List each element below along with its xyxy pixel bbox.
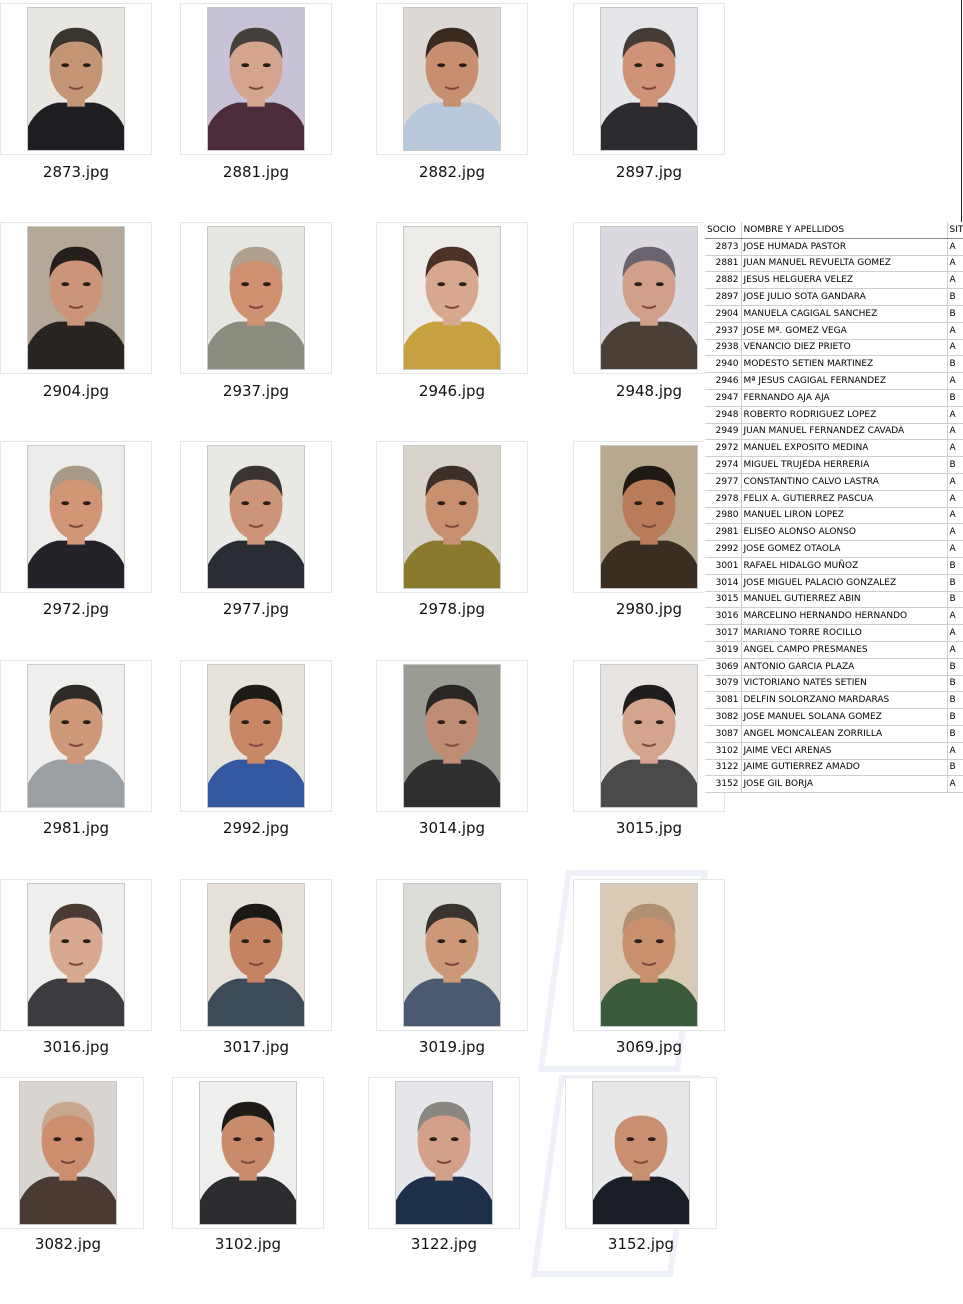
cell-nombre: ROBERTO RODRIGUEZ LOPEZ [741,406,947,423]
cell-sit: B [947,389,963,406]
cell-nombre: RAFAEL HIDALGO MUÑOZ [741,557,947,574]
filename-label: 3082.jpg [34,1235,102,1253]
cell-nombre: JESUS HELGUERA VELEZ [741,272,947,289]
portrait-image [27,445,125,589]
cell-sit: A [947,524,963,541]
cell-nombre: JOSE MIGUEL PALACIO GONZALEZ [741,574,947,591]
cell-sit: B [947,725,963,742]
filename-label: 2992.jpg [222,819,290,837]
table-row [705,373,963,390]
portrait-image [207,7,305,151]
cell-nombre: JOSE JULIO SOTA GANDARA [741,289,947,306]
filename-label: 3152.jpg [607,1235,675,1253]
table-row [705,507,963,524]
table-row [705,608,963,625]
cell-nombre: ANGEL CAMPO PRESMANES [741,641,947,658]
thumbnail[interactable] [180,660,332,812]
cell-sit: B [947,356,963,373]
filename-label: 3017.jpg [222,1038,290,1056]
cell-socio: 3079 [705,675,741,692]
portrait-image [27,226,125,370]
cell-nombre: MANUEL LIRON LOPEZ [741,507,947,524]
table-row [705,557,963,574]
cell-sit: A [947,440,963,457]
filename-label: 2978.jpg [418,600,486,618]
table-row [705,238,963,255]
thumbnail[interactable] [573,879,725,1031]
cell-socio: 2947 [705,389,741,406]
thumbnail[interactable] [376,660,528,812]
cell-socio: 2904 [705,305,741,322]
cell-sit: A [947,776,963,793]
cell-socio: 2949 [705,423,741,440]
portrait-image [600,445,698,589]
thumbnail[interactable] [180,879,332,1031]
filename-label: 2972.jpg [42,600,110,618]
cell-socio: 2977 [705,473,741,490]
filename-label: 2897.jpg [615,163,683,181]
table-row [705,574,963,591]
portrait-image [403,445,501,589]
table-row [705,776,963,793]
filename-label: 2904.jpg [42,382,110,400]
filename-label: 3014.jpg [418,819,486,837]
cell-socio: 3087 [705,725,741,742]
cell-socio: 3102 [705,742,741,759]
thumbnail[interactable] [0,222,152,374]
thumbnail[interactable] [565,1077,717,1229]
table-row [705,742,963,759]
cell-socio: 2972 [705,440,741,457]
cell-socio: 2881 [705,255,741,272]
cell-nombre: Mª JESUS CAGIGAL FERNANDEZ [741,373,947,390]
cell-sit: A [947,641,963,658]
cell-nombre: ANTONIO GARCIA PLAZA [741,658,947,675]
table-row [705,759,963,776]
cell-nombre: MANUELA CAGIGAL SANCHEZ [741,305,947,322]
cell-sit: A [947,373,963,390]
table-row [705,272,963,289]
cell-sit: B [947,675,963,692]
table-row [705,305,963,322]
cell-nombre: FERNANDO AJA AJA [741,389,947,406]
cell-socio: 3152 [705,776,741,793]
table-row [705,440,963,457]
cell-sit: B [947,759,963,776]
thumbnail[interactable] [0,1077,144,1229]
cell-nombre: FELIX A. GUTIERREZ PASCUA [741,490,947,507]
filename-label: 2948.jpg [615,382,683,400]
table-row [705,524,963,541]
portrait-image [207,226,305,370]
cell-socio: 3081 [705,692,741,709]
thumbnail[interactable] [376,879,528,1031]
cell-nombre: ELISEO ALONSO ALONSO [741,524,947,541]
table-row [705,591,963,608]
cell-sit: B [947,692,963,709]
thumbnail[interactable] [0,879,152,1031]
table-row [705,406,963,423]
window-edge-line [961,0,962,222]
thumbnail[interactable] [368,1077,520,1229]
filename-label: 2980.jpg [615,600,683,618]
filename-label: 2946.jpg [418,382,486,400]
cell-socio: 3015 [705,591,741,608]
cell-sit: A [947,238,963,255]
cell-nombre: JOSE MANUEL SOLANA GOMEZ [741,709,947,726]
cell-sit: A [947,272,963,289]
thumbnail[interactable] [376,3,528,155]
cell-socio: 2974 [705,457,741,474]
cell-sit: A [947,507,963,524]
filename-label: 3016.jpg [42,1038,110,1056]
cell-socio: 3019 [705,641,741,658]
cell-socio: 3082 [705,709,741,726]
cell-socio: 3001 [705,557,741,574]
portrait-image [600,226,698,370]
portrait-image [19,1081,117,1225]
thumbnail[interactable] [172,1077,324,1229]
cell-socio: 2978 [705,490,741,507]
cell-socio: 2873 [705,238,741,255]
portrait-image [592,1081,690,1225]
cell-nombre: MODESTO SETIEN MARTINEZ [741,356,947,373]
cell-socio: 2882 [705,272,741,289]
cell-socio: 3014 [705,574,741,591]
cell-socio: 2946 [705,373,741,390]
thumbnail[interactable] [0,660,152,812]
cell-nombre: MIGUEL TRUJEDA HERRERIA [741,457,947,474]
portrait-image [207,883,305,1027]
header-nombre: NOMBRE Y APELLIDOS [741,222,947,238]
cell-sit: B [947,658,963,675]
table-row [705,725,963,742]
thumbnail[interactable] [573,441,725,593]
table-row [705,457,963,474]
cell-sit: B [947,591,963,608]
cell-nombre: VICTORIANO NATES SETIEN [741,675,947,692]
cell-sit: B [947,709,963,726]
portrait-image [403,664,501,808]
table-row [705,709,963,726]
cell-sit: A [947,541,963,558]
table-row [705,675,963,692]
portrait-image [27,883,125,1027]
cell-sit: A [947,406,963,423]
table-row [705,389,963,406]
cell-sit: A [947,473,963,490]
cell-sit: A [947,625,963,642]
cell-socio: 2937 [705,322,741,339]
filename-label: 3069.jpg [615,1038,683,1056]
cell-nombre: JOSE Mª. GOMEZ VEGA [741,322,947,339]
cell-socio: 3069 [705,658,741,675]
cell-nombre: VENANCIO DIEZ PRIETO [741,339,947,356]
cell-nombre: JOSE GIL BORJA [741,776,947,793]
thumbnail[interactable] [376,222,528,374]
table-row [705,289,963,306]
table-row [705,322,963,339]
portrait-image [207,664,305,808]
filename-label: 3015.jpg [615,819,683,837]
portrait-image [207,445,305,589]
filename-label: 3102.jpg [214,1235,282,1253]
filename-label: 2882.jpg [418,163,486,181]
portrait-image [403,7,501,151]
cell-nombre: JOSE GOMEZ OTAOLA [741,541,947,558]
portrait-image [600,7,698,151]
filename-label: 2937.jpg [222,382,290,400]
filename-label: 2977.jpg [222,600,290,618]
cell-sit: A [947,423,963,440]
table-row [705,641,963,658]
portrait-image [395,1081,493,1225]
filename-label: 2981.jpg [42,819,110,837]
filename-label: 2873.jpg [42,163,110,181]
cell-nombre: MANUEL EXPOSITO MEDINA [741,440,947,457]
table-row [705,255,963,272]
cell-nombre: JUAN MANUEL FERNANDEZ CAVADA [741,423,947,440]
cell-socio: 2948 [705,406,741,423]
table-row [705,658,963,675]
cell-nombre: JAIME GUTIERREZ AMADO [741,759,947,776]
cell-sit: A [947,322,963,339]
cell-nombre: DELFIN SOLORZANO MARDARAS [741,692,947,709]
thumbnail[interactable] [0,441,152,593]
table-row [705,356,963,373]
cell-socio: 2940 [705,356,741,373]
portrait-image [403,883,501,1027]
cell-socio: 2992 [705,541,741,558]
cell-nombre: JOSE HUMADA PASTOR [741,238,947,255]
cell-sit: B [947,557,963,574]
table-row [705,490,963,507]
filename-label: 3019.jpg [418,1038,486,1056]
cell-sit: A [947,339,963,356]
thumbnail[interactable] [0,3,152,155]
thumbnail[interactable] [180,3,332,155]
filename-label: 3122.jpg [410,1235,478,1253]
portrait-image [27,664,125,808]
table-row [705,423,963,440]
cell-sit: B [947,574,963,591]
member-table [705,222,963,793]
table-row [705,473,963,490]
cell-sit: A [947,255,963,272]
cell-nombre: JUAN MANUEL REVUELTA GOMEZ [741,255,947,272]
header-socio: SOCIO [705,222,741,238]
cell-nombre: MARCELINO HERNANDO HERNANDO [741,608,947,625]
table-row [705,339,963,356]
cell-socio: 3016 [705,608,741,625]
cell-sit: B [947,457,963,474]
thumbnail[interactable] [573,3,725,155]
thumbnail[interactable] [180,222,332,374]
portrait-image [27,7,125,151]
cell-nombre: ANGEL MONCALEAN ZORRILLA [741,725,947,742]
header-sit: SIT [947,222,963,238]
cell-socio: 2981 [705,524,741,541]
thumbnail[interactable] [180,441,332,593]
portrait-image [199,1081,297,1225]
cell-socio: 3017 [705,625,741,642]
cell-socio: 3122 [705,759,741,776]
cell-nombre: MANUEL GUTIERREZ ABIN [741,591,947,608]
cell-socio: 2897 [705,289,741,306]
portrait-image [600,664,698,808]
portrait-image [600,883,698,1027]
table-row [705,541,963,558]
portrait-image [403,226,501,370]
table-row [705,692,963,709]
table-row [705,625,963,642]
cell-nombre: JAIME VECI ARENAS [741,742,947,759]
cell-socio: 2980 [705,507,741,524]
filename-label: 2881.jpg [222,163,290,181]
cell-sit: A [947,608,963,625]
thumbnail[interactable] [573,222,725,374]
cell-nombre: MARIANO TORRE ROCILLO [741,625,947,642]
cell-nombre: CONSTANTINO CALVO LASTRA [741,473,947,490]
thumbnail[interactable] [573,660,725,812]
cell-socio: 2938 [705,339,741,356]
cell-sit: B [947,305,963,322]
cell-sit: A [947,490,963,507]
cell-sit: A [947,742,963,759]
table-header-row [705,222,963,238]
cell-sit: B [947,289,963,306]
thumbnail[interactable] [376,441,528,593]
